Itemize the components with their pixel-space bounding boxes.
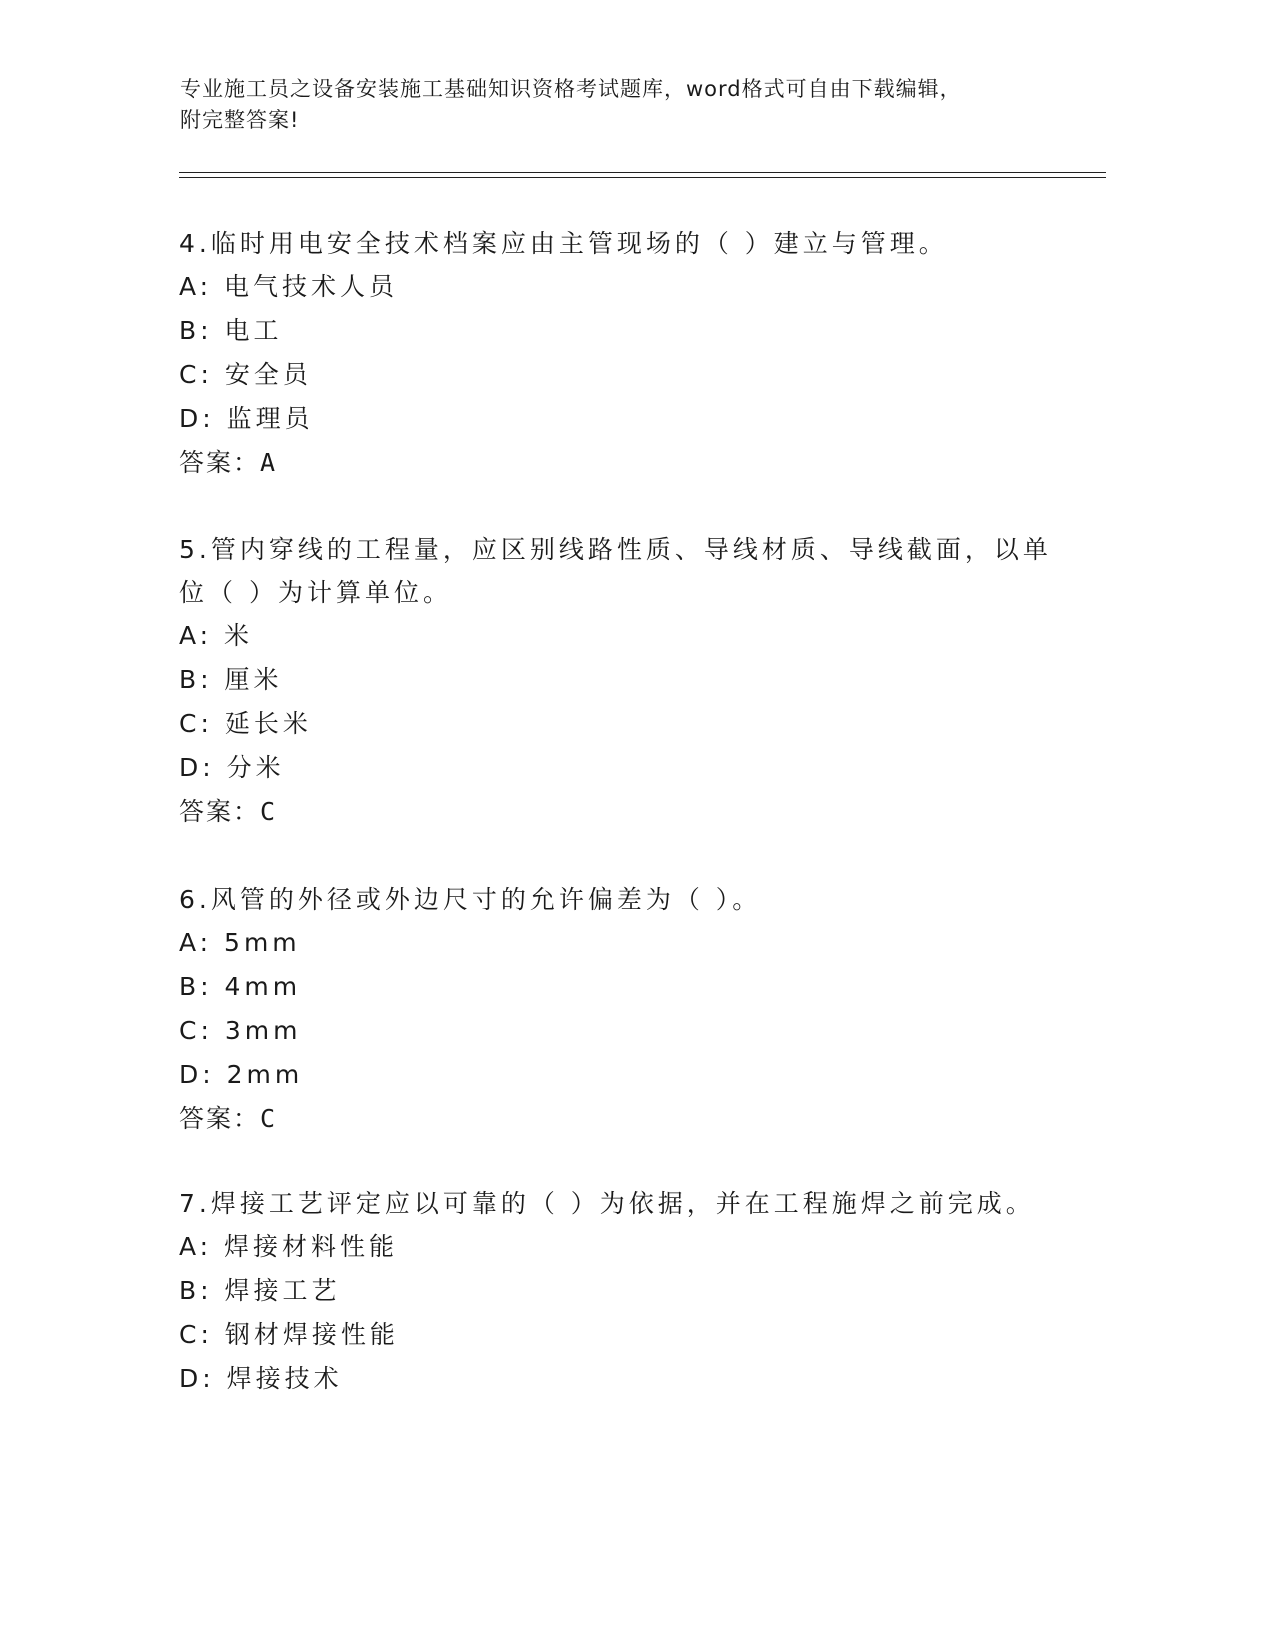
option-d: D: 监理员 — [179, 404, 314, 433]
question-stem — [179, 528, 1079, 614]
option-a: A: 5mm — [179, 928, 301, 957]
option-c: C: 延长米 — [179, 709, 312, 738]
answer: 答案：C — [179, 1104, 278, 1133]
option-d: D: 分米 — [179, 753, 285, 782]
question-6 — [179, 878, 1079, 1141]
question-5 — [179, 528, 1079, 834]
question-stem-line: 5.管内穿线的工程量，应区别线路性质、导线材质、导线截面，以单 — [179, 535, 1052, 564]
option-b: B: 焊接工艺 — [179, 1276, 341, 1305]
answer: 答案：C — [179, 797, 278, 826]
question-stem-line: 位（ ）为计算单位。 — [179, 578, 452, 607]
header-line-1: 专业施工员之设备安装施工基础知识资格考试题库，word格式可自由下载编辑， — [180, 77, 962, 101]
option-c: C: 3mm — [179, 1016, 302, 1045]
option-a: A: 焊接材料性能 — [179, 1232, 399, 1261]
question-stem-line: 4.临时用电安全技术档案应由主管现场的（ ）建立与管理。 — [179, 229, 948, 258]
document-header — [180, 74, 1060, 136]
question-stem — [179, 878, 1079, 921]
header-divider-bottom — [179, 177, 1106, 178]
question-stem-line: 7.焊接工艺评定应以可靠的（ ）为依据，并在工程施焊之前完成。 — [179, 1189, 1035, 1218]
header-line-2: 附完整答案! — [180, 108, 300, 132]
option-b: B: 电工 — [179, 316, 283, 345]
option-b: B: 4mm — [179, 972, 302, 1001]
question-4 — [179, 222, 1079, 485]
option-c: C: 安全员 — [179, 360, 312, 389]
option-d: D: 焊接技术 — [179, 1364, 343, 1393]
option-b: B: 厘米 — [179, 665, 283, 694]
option-c: C: 钢材焊接性能 — [179, 1320, 399, 1349]
option-d: D: 2mm — [179, 1060, 304, 1089]
question-stem — [179, 1182, 1079, 1225]
question-stem-line: 6.风管的外径或外边尺寸的允许偏差为（ ）。 — [179, 885, 762, 914]
question-stem — [179, 222, 1079, 265]
option-a: A: 米 — [179, 621, 254, 650]
header-divider-top — [179, 172, 1106, 173]
option-a: A: 电气技术人员 — [179, 272, 399, 301]
answer: 答案：A — [179, 448, 278, 477]
question-7 — [179, 1182, 1079, 1401]
